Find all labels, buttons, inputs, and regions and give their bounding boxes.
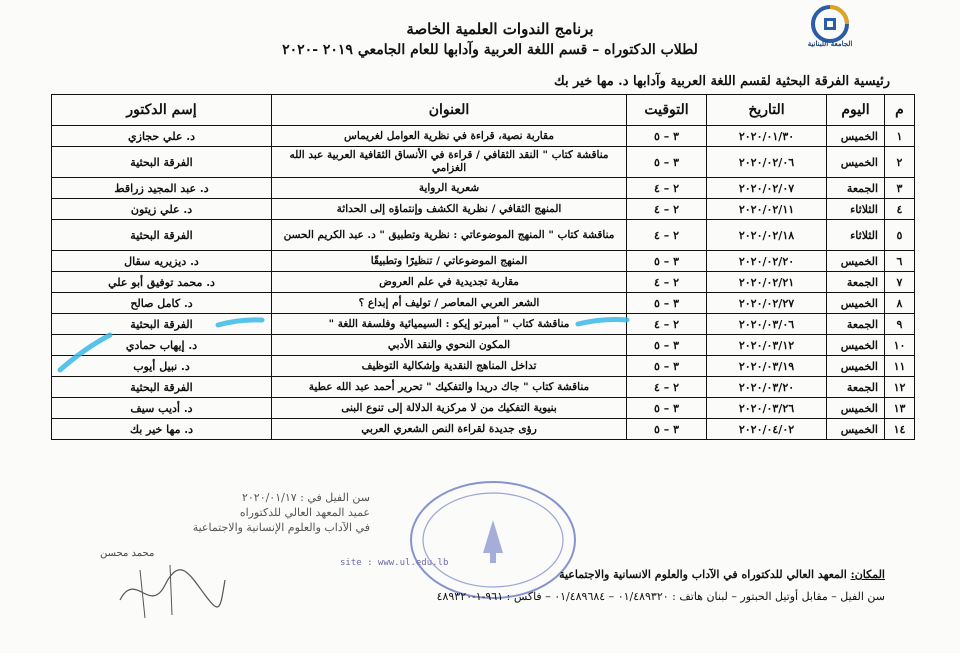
header-day: اليوم [827, 95, 885, 126]
cell-doctor: د. إيهاب حمادي [52, 335, 272, 356]
cell-time: ٣ – ٥ [627, 251, 707, 272]
table-row [52, 220, 915, 251]
table-row [52, 293, 915, 314]
cell-day: الخميس [827, 293, 885, 314]
cell-time: ٣ – ٥ [627, 293, 707, 314]
cell-num: ٩ [885, 314, 915, 335]
cell-date: ٢٠٢٠/٠٢/٢٠ [707, 251, 827, 272]
cell-date: ٢٠٢٠/٠٢/١١ [707, 199, 827, 220]
cell-time: ٢ – ٤ [627, 199, 707, 220]
cell-date: ٢٠٢٠/٠٣/٢٦ [707, 398, 827, 419]
location-label: المكان: [850, 568, 885, 581]
cell-date: ٢٠٢٠/٠٤/٠٢ [707, 419, 827, 440]
university-logo-icon [800, 2, 860, 60]
cell-date: ٢٠٢٠/٠٣/١٢ [707, 335, 827, 356]
header-time: التوقيت [627, 95, 707, 126]
cell-day: الجمعة [827, 377, 885, 398]
cell-doctor: الفرقة البحثية [52, 147, 272, 178]
cell-time: ٢ – ٤ [627, 178, 707, 199]
cell-time: ٢ – ٤ [627, 377, 707, 398]
cell-doctor: الفرقة البحثية [52, 377, 272, 398]
table-row [52, 377, 915, 398]
program-subtitle: لطلاب الدكتوراه – قسم اللغة العربية وآدابها للعام الجامعي ٢٠١٩ -٢٠٢٠ [282, 42, 698, 58]
cell-time: ٢ – ٤ [627, 220, 707, 251]
issue-date: سن الفيل في : ٢٠٢٠/٠١/١٧ [241, 491, 370, 504]
header-date: التاريخ [707, 95, 827, 126]
cell-title: المنهج الثقافي / نظرية الكشف وإنتماؤه إلى الحداثة [272, 199, 627, 220]
cell-num: ١٠ [885, 335, 915, 356]
cell-date: ٢٠٢٠/٠٢/٢٧ [707, 293, 827, 314]
cell-title: رؤى جديدة لقراءة النص الشعري العربي [272, 419, 627, 440]
location-text: المعهد العالي للدكتوراه في الآداب والعلوم الانسانية والاجتماعية [559, 568, 851, 581]
cell-day: الخميس [827, 398, 885, 419]
cell-num: ١ [885, 126, 915, 147]
cell-time: ٣ – ٥ [627, 398, 707, 419]
cell-num: ١٣ [885, 398, 915, 419]
cell-day: الخميس [827, 335, 885, 356]
cell-doctor: الفرقة البحثية [52, 220, 272, 251]
cell-date: ٢٠٢٠/٠٣/٢٠ [707, 377, 827, 398]
research-team-head: رئيسية الفرقة البحثية لقسم اللغة العربية وآدابها د. مها خير بك [553, 74, 890, 89]
table-row [52, 251, 915, 272]
cell-day: الخميس [827, 147, 885, 178]
header-doctor: إسم الدكتور [52, 95, 272, 126]
table-row [52, 419, 915, 440]
cell-num: ١٢ [885, 377, 915, 398]
cell-num: ٣ [885, 178, 915, 199]
cell-doctor: د. محمد توفيق أبو علي [52, 272, 272, 293]
signature-icon [110, 560, 230, 620]
cell-doctor: د. مها خير بك [52, 419, 272, 440]
header-num: م [885, 95, 915, 126]
program-title: برنامج الندوات العلمية الخاصة [406, 20, 594, 38]
table-row [52, 314, 915, 335]
table-row [52, 178, 915, 199]
cell-num: ٨ [885, 293, 915, 314]
cell-time: ٣ – ٥ [627, 335, 707, 356]
table-row [52, 199, 915, 220]
cell-time: ٣ – ٥ [627, 126, 707, 147]
cell-title: شعرية الرواية [272, 178, 627, 199]
cell-time: ٣ – ٥ [627, 356, 707, 377]
table-row [52, 356, 915, 377]
signature-block [60, 490, 370, 535]
dean-title-2: في الآداب والعلوم الإنسانية والاجتماعية [192, 521, 370, 534]
cell-day: الجمعة [827, 178, 885, 199]
cell-date: ٢٠٢٠/٠٣/١٩ [707, 356, 827, 377]
cell-doctor: د. عبد المجيد زراقط [52, 178, 272, 199]
cell-title: مناقشة كتاب " النقد الثقافي / قراءة في الأنساق الثقافية العربية عبد الله الغزامي [272, 147, 627, 178]
university-stamp-icon [405, 475, 580, 605]
highlighter-mark [55, 330, 115, 375]
cell-num: ٦ [885, 251, 915, 272]
cell-date: ٢٠٢٠/٠٣/٠٦ [707, 314, 827, 335]
cell-day: الخميس [827, 356, 885, 377]
location-line [285, 568, 885, 581]
cell-title: بنيوية التفكيك من لا مركزية الدلالة إلى تنوع البنى [272, 398, 627, 419]
cell-doctor: د. علي حجازي [52, 126, 272, 147]
cell-day: الجمعة [827, 314, 885, 335]
cell-date: ٢٠٢٠/٠٢/٢١ [707, 272, 827, 293]
cell-title: تداخل المناهج النقدية وإشكالية التوظيف [272, 356, 627, 377]
table-header-row [52, 95, 915, 126]
cell-num: ٥ [885, 220, 915, 251]
cell-title: مقاربة تجديدية في علم العروض [272, 272, 627, 293]
highlighter-mark [215, 315, 265, 329]
cell-title: مقاربة نصية، قراءة في نظرية العوامل لغريماس [272, 126, 627, 147]
cell-day: الثلاثاء [827, 199, 885, 220]
cell-date: ٢٠٢٠/٠٢/٠٦ [707, 147, 827, 178]
table-row [52, 147, 915, 178]
cell-day: الجمعة [827, 272, 885, 293]
cell-doctor: د. أديب سيف [52, 398, 272, 419]
cell-title: المنهج الموضوعاتي / تنظيرًا وتطبيقًا [272, 251, 627, 272]
table-row [52, 335, 915, 356]
cell-num: ٤ [885, 199, 915, 220]
cell-num: ١١ [885, 356, 915, 377]
table-row [52, 398, 915, 419]
logo-caption: الجامعة اللبنانية [807, 39, 853, 48]
dean-title: عميد المعهد العالي للدكتوراه [239, 506, 370, 519]
highlighter-mark [575, 314, 630, 328]
cell-doctor: الفرقة البحثية [52, 314, 272, 335]
cell-title: المكون النحوي والنقد الأدبي [272, 335, 627, 356]
cell-time: ٢ – ٤ [627, 272, 707, 293]
cell-time: ٢ – ٤ [627, 314, 707, 335]
cell-time: ٣ – ٥ [627, 147, 707, 178]
cell-date: ٢٠٢٠/٠٢/١٨ [707, 220, 827, 251]
cell-day: الخميس [827, 251, 885, 272]
address-line: سن الفيل – مقابل أوتيل الحبتور – لبنان هاتف : ٠١/٤٨٩٣٢٠ – ٠١/٤٨٩٦٨٤ – فاكس : ٩٦١-١-٤٨٩٣٢٠ [436, 590, 885, 603]
cell-time: ٣ – ٥ [627, 419, 707, 440]
cell-title: مناقشة كتاب " أمبرتو إيكو : السيميائية وفلسفة اللغة " [272, 314, 627, 335]
signer-name: محمد محسن [100, 548, 155, 559]
table-row [52, 272, 915, 293]
cell-num: ٢ [885, 147, 915, 178]
cell-doctor: د. ديزيريه سقال [52, 251, 272, 272]
cell-day: الخميس [827, 419, 885, 440]
cell-doctor: د. نبيل أيوب [52, 356, 272, 377]
cell-title: الشعر العربي المعاصر / توليف أم إبداع ؟ [272, 293, 627, 314]
cell-date: ٢٠٢٠/٠٢/٠٧ [707, 178, 827, 199]
cell-num: ١٤ [885, 419, 915, 440]
cell-num: ٧ [885, 272, 915, 293]
cell-doctor: د. علي زيتون [52, 199, 272, 220]
cell-title: مناقشة كتاب " جاك دريدا والتفكيك " تحرير أحمد عبد الله عطية [272, 377, 627, 398]
header-title: العنوان [272, 95, 627, 126]
cell-day: الخميس [827, 126, 885, 147]
cell-date: ٢٠٢٠/٠١/٣٠ [707, 126, 827, 147]
seminar-schedule-table [51, 94, 915, 440]
table-row [52, 126, 915, 147]
cell-doctor: د. كامل صالح [52, 293, 272, 314]
cell-day: الثلاثاء [827, 220, 885, 251]
cell-title: مناقشة كتاب " المنهج الموضوعاتي : نظرية وتطبيق " د. عبد الكريم الحسن [272, 220, 627, 251]
website-link[interactable]: site : www.ul.edu.lb [340, 558, 449, 568]
